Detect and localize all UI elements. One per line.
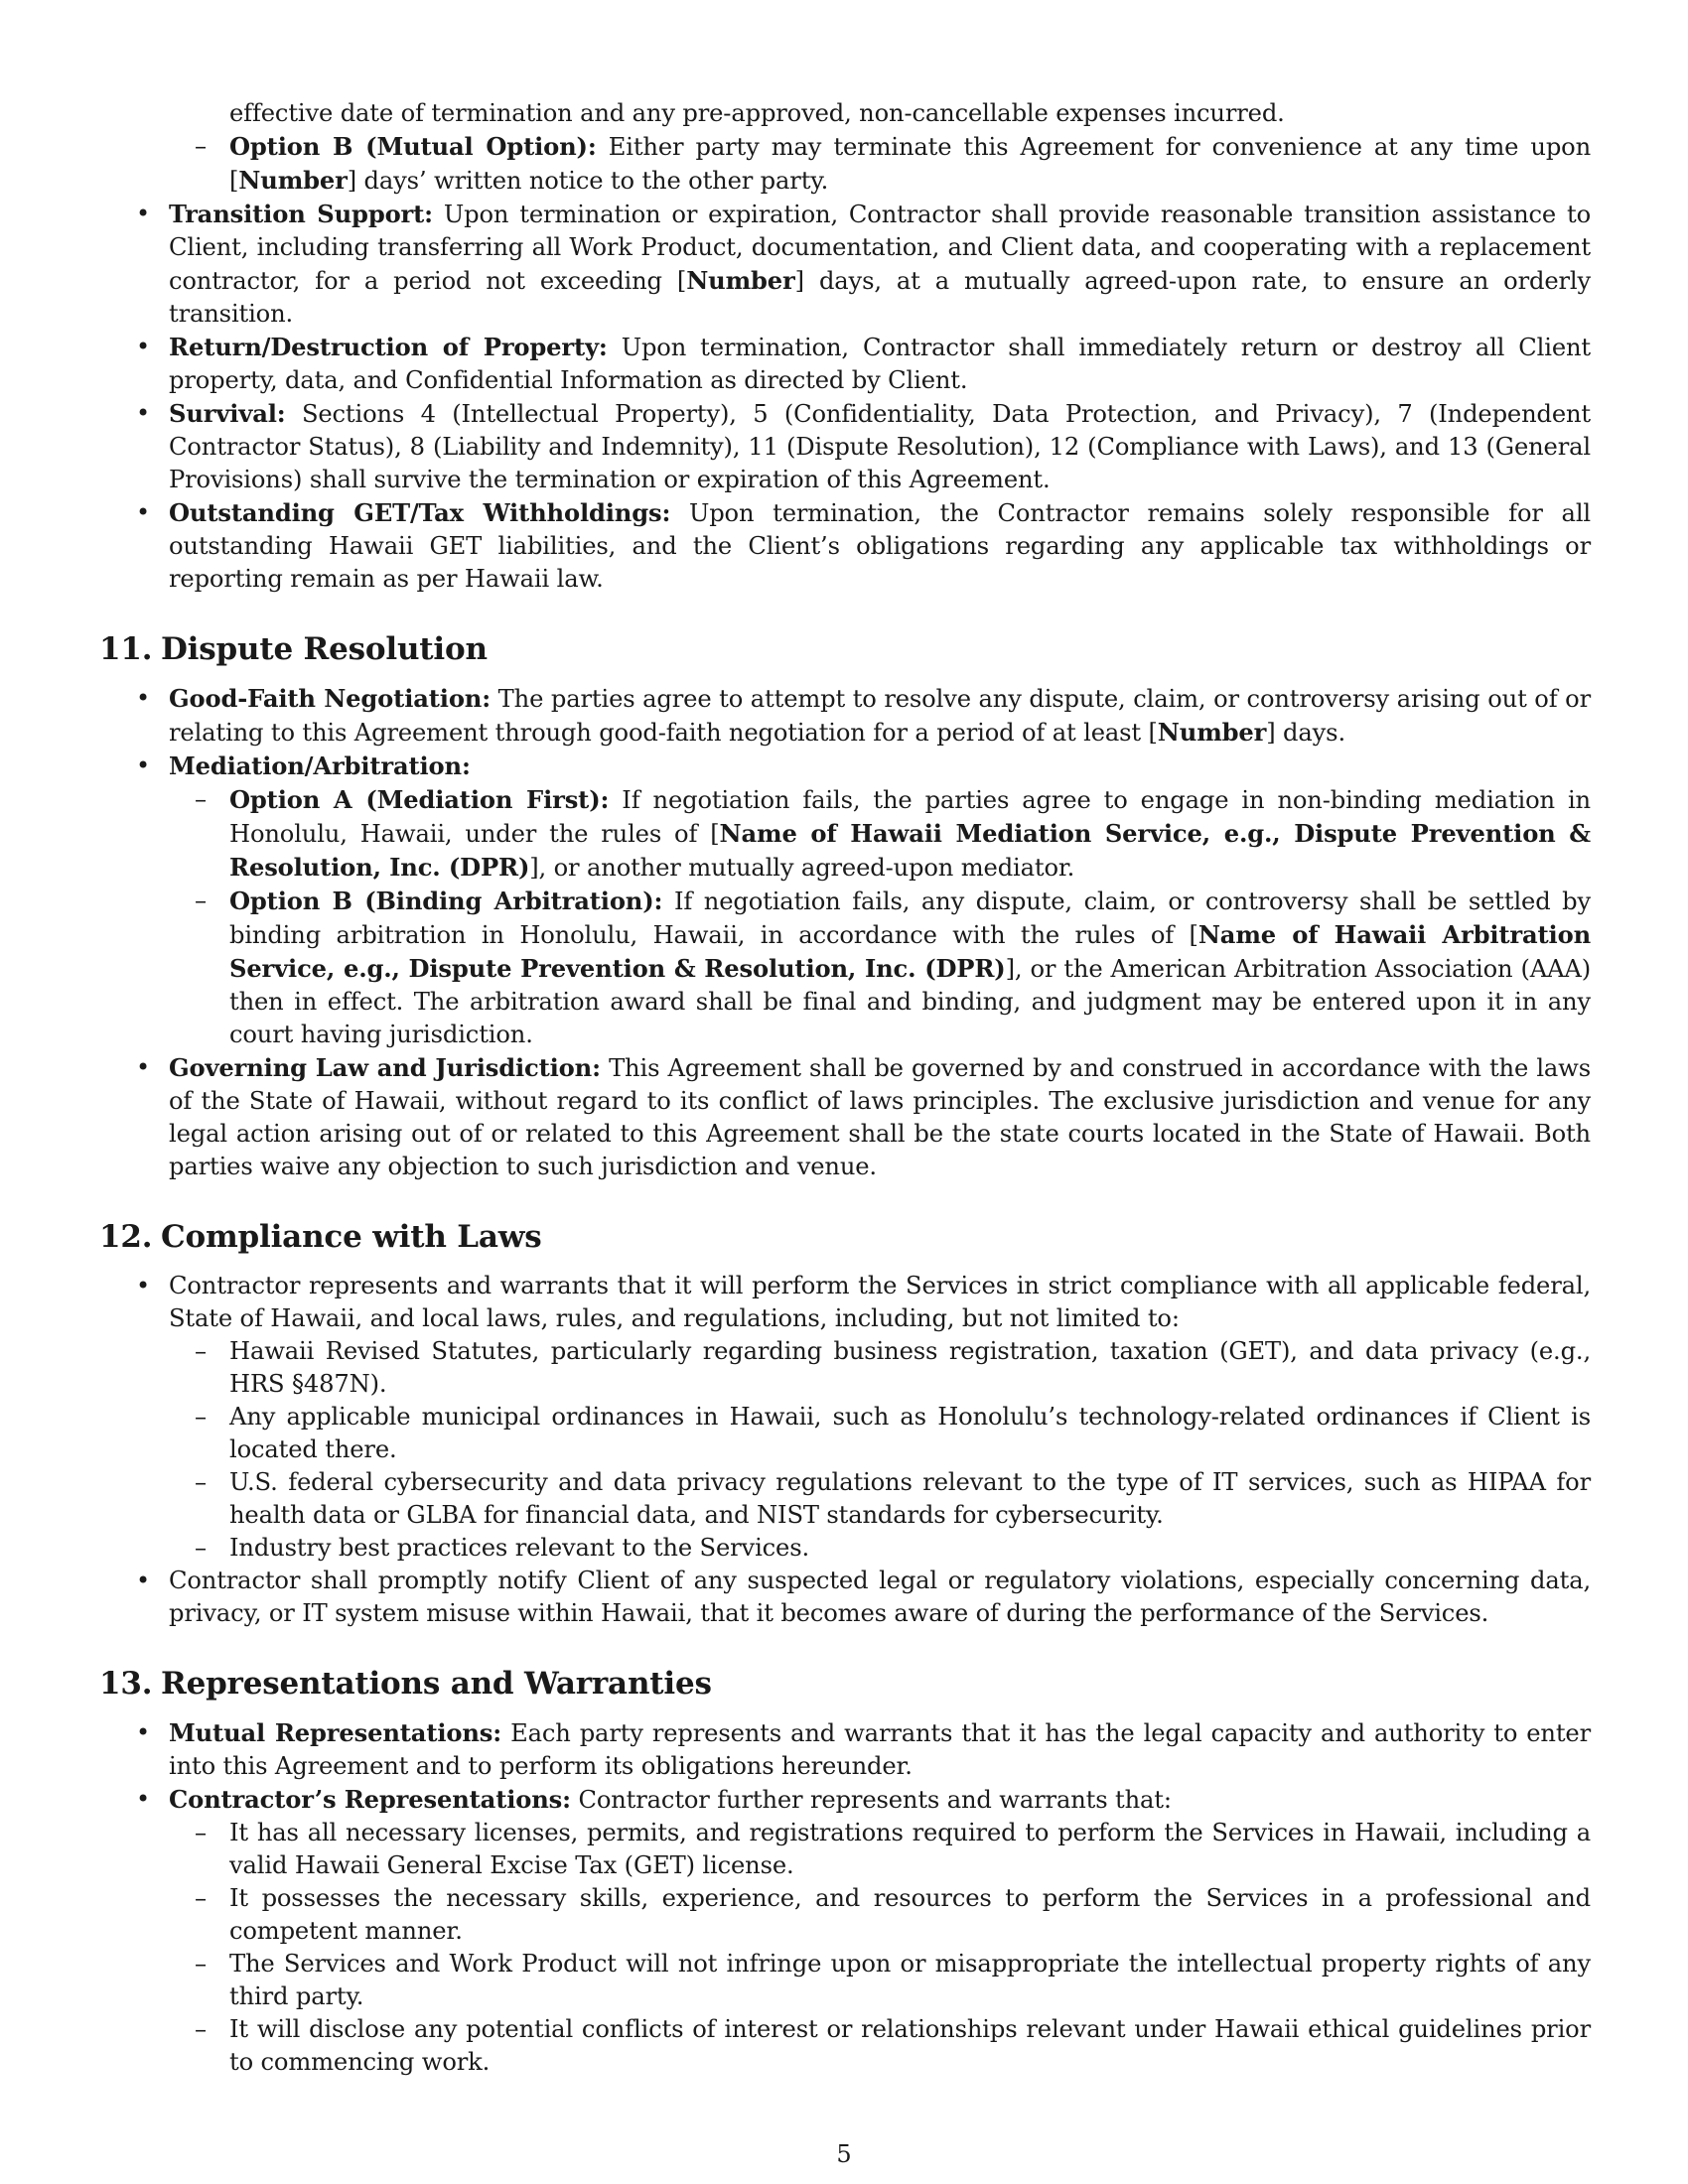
section-heading-compliance (99, 1219, 1591, 1255)
transition-text-end: ] days, at a mutually agreed-upon rate, to ensure an orderly transition. (169, 267, 1591, 328)
outstanding-label: Outstanding GET/Tax Withholdings: (169, 498, 671, 527)
return-property-item (99, 331, 1591, 397)
contractor-sub-list (169, 1817, 1591, 2079)
placeholder-mediation-service: Name of Hawaii Mediation Service, e.g., Dispute Prevention & Resolution, Inc. (DPR) (229, 819, 1591, 882)
option-b-text: Either party may terminate this Agreement for convenience at any time upon [ (229, 133, 1592, 195)
page-number: 5 (836, 2140, 852, 2168)
option-b-label: Option B (Binding Arbitration): (229, 887, 663, 915)
option-b-text-end: ] days’ written notice to the other party. (347, 167, 829, 195)
mediation-label: Mediation/Arbitration: (169, 751, 471, 780)
option-a-text: If negotiation fails, the parties agree to engage in non-binding mediation in Honolulu, Hawaii, under the rules of [ (229, 786, 1591, 848)
termination-continued-text: effective date of termination and any pre-approved, non-cancellable expenses incurred. (229, 99, 1285, 127)
compliance-intro-text: Contractor represents and warrants that it will perform the Services in strict compliance with all applicable federal, State of Hawaii, and local laws, rules, and regulations, including, but not limited to: (169, 1272, 1591, 1332)
good-faith-text: The parties agree to attempt to resolve any dispute, claim, or controversy arising out of or relating to this Agreement through good-faith negotiation for a period of at least [ (169, 685, 1591, 747)
mediation-options-list (169, 783, 1591, 1051)
option-b-item (169, 885, 1591, 1051)
section-title: Representations and Warranties (161, 1666, 712, 1702)
survival-text: Sections 4 (Intellectual Property), 5 (Confidentiality, Data Protection, and Privacy), 7 (Independent Contractor Status), 8 (Liability and Indemnity), 11 (Dispute Resolution), 12 (Compliance with Laws), and 13 (General Provisions) shall survive the termination or expiration of this Agreement. (169, 400, 1591, 493)
section-number: 11. (99, 631, 153, 667)
compliance-list (99, 1270, 1591, 1630)
option-b-text: If negotiation fails, any dispute, claim, or controversy shall be settled by binding arbitration in Honolulu, Hawaii, in accordance with the rules of [ (229, 887, 1592, 949)
termination-bullets (99, 198, 1591, 596)
section-heading-representations (99, 1666, 1591, 1702)
option-b-text-end: ], or the American Arbitration Association (AAA) then in effect. The arbitration award shall be final and binding, and judgment may be entered upon it in any court having jurisdiction. (229, 955, 1591, 1048)
contractor-representations-item (99, 1783, 1591, 2079)
mutual-label: Mutual Representations: (169, 1718, 502, 1747)
option-a-text-end: ], or another mutually agreed-upon mediator. (529, 854, 1075, 882)
list-item: – The Services and Work Product will not infringe upon or misappropriate the intellectual property rights of any third party. (169, 1948, 1591, 2013)
transition-support-item (99, 198, 1591, 331)
mediation-arbitration-item (99, 750, 1591, 1051)
transition-text: Upon termination or expiration, Contractor shall provide reasonable transition assistance to Client, including transferring all Work Product, documentation, and Client data, and cooperating with a replacement contractor, for a period not exceeding [ (169, 201, 1591, 295)
section-title: Compliance with Laws (161, 1219, 542, 1255)
list-item: – It has all necessary licenses, permits, and registrations required to perform the Services in Hawaii, including a valid Hawaii General Excise Tax (GET) license. (169, 1817, 1591, 1882)
governing-label: Governing Law and Jurisdiction: (169, 1053, 601, 1082)
list-item: – It possesses the necessary skills, experience, and resources to perform the Services in a professional and competent manner. (169, 1882, 1591, 1948)
return-label: Return/Destruction of Property: (169, 333, 608, 361)
mutual-representations-item (99, 1716, 1591, 1783)
section-heading-dispute-resolution (99, 631, 1591, 667)
outstanding-tax-item (99, 496, 1591, 596)
placeholder-arbitration-service: Name of Hawaii Arbitration Service, e.g., Dispute Prevention & Resolution, Inc. (DPR) (229, 920, 1592, 983)
survival-label: Survival: (169, 399, 286, 428)
section-number: 12. (99, 1219, 153, 1255)
option-a-item (169, 783, 1591, 885)
option-b-label: Option B (Mutual Option): (229, 132, 597, 161)
dispute-resolution-list (99, 682, 1591, 1183)
section-number: 13. (99, 1666, 153, 1702)
list-item: – Hawaii Revised Statutes, particularly regarding business registration, taxation (GET), and data privacy (e.g., HRS §487N). (169, 1335, 1591, 1401)
good-faith-item (99, 682, 1591, 750)
document-page (99, 97, 1591, 2079)
good-faith-text-end: ] days. (1266, 719, 1345, 747)
transition-label: Transition Support: (169, 200, 433, 228)
good-faith-label: Good-Faith Negotiation: (169, 684, 492, 713)
list-item: – It will disclose any potential conflicts of interest or relationships relevant under Hawaii ethical guidelines prior to commencing work. (169, 2013, 1591, 2079)
option-a-label: Option A (Mediation First): (229, 785, 610, 814)
survival-item (99, 397, 1591, 496)
contractor-label: Contractor’s Representations: (169, 1785, 571, 1814)
governing-text: This Agreement shall be governed by and construed in accordance with the laws of the State of Hawaii, without regard to its conflict of laws principles. The exclusive jurisdiction and venue for any legal action arising out of or related to this Agreement shall be the state courts located in the State of Hawaii. Both parties waive any objection to such jurisdiction and venue. (169, 1054, 1591, 1180)
placeholder-number: Number (238, 166, 348, 195)
termination-options-list (99, 130, 1591, 198)
placeholder-number: Number (686, 266, 795, 295)
return-text: Upon termination, Contractor shall immediately return or destroy all Client property, data, and Confidential Information as directed by Client. (169, 334, 1591, 394)
section-title: Dispute Resolution (161, 631, 488, 667)
list-item: – Any applicable municipal ordinances in Hawaii, such as Honolulu’s technology-related ordinances if Client is located there. (169, 1401, 1591, 1466)
representations-list (99, 1716, 1591, 2079)
contractor-text: Contractor further represents and warrants that: (570, 1786, 1172, 1814)
termination-option-b (169, 130, 1591, 198)
mutual-text: Each party represents and warrants that it has the legal capacity and authority to enter into this Agreement and to perform its obligations hereunder. (169, 1719, 1592, 1780)
list-item: – U.S. federal cybersecurity and data privacy regulations relevant to the type of IT services, such as HIPAA for health data or GLBA for financial data, and NIST standards for cybersecurity. (169, 1466, 1591, 1532)
list-item: – Industry best practices relevant to the Services. (169, 1532, 1591, 1565)
outstanding-text: Upon termination, the Contractor remains solely responsible for all outstanding Hawaii GET liabilities, and the Client’s obligations regarding any applicable tax withholdings or reporting remain as per Hawaii law. (169, 499, 1591, 593)
placeholder-number: Number (1157, 718, 1267, 747)
governing-law-item (99, 1051, 1591, 1183)
compliance-notify-item: • Contractor shall promptly notify Client of any suspected legal or regulatory violations, especially concerning data, privacy, or IT system misuse within Hawaii, that it becomes aware of during the performance of the Services. (99, 1565, 1591, 1630)
compliance-sub-list (169, 1335, 1591, 1565)
compliance-intro-item (99, 1270, 1591, 1565)
